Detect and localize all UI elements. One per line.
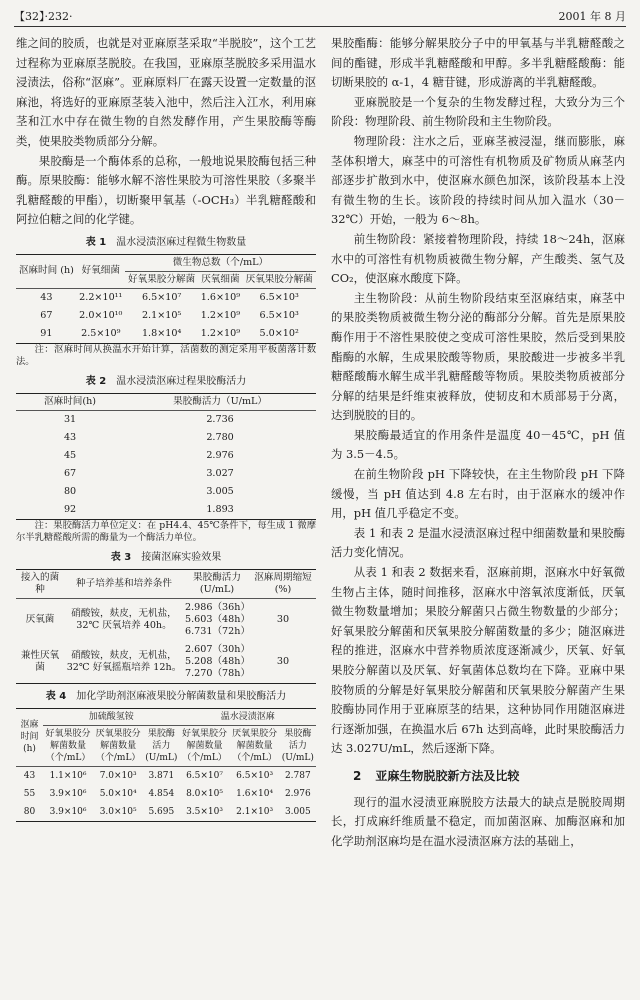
table-cell: 1.8×10⁴	[125, 325, 199, 344]
table-row	[16, 447, 316, 465]
activity-value: 2.607（30h）	[185, 643, 251, 655]
table-row	[16, 766, 316, 785]
table-row	[16, 307, 316, 325]
paragraph: 物理阶段：注水之后，亚麻茎被浸湿，继而膨胀，麻茎体积增大，麻茎中的可溶性有机物质及矿物质从麻茎内部逐步扩散到水中，使沤麻水颜色加深，该阶段基本上没有微生物的生长。该阶段的持续时间从加入温水（30－32℃）开始，一般为 6～8h。	[331, 133, 625, 227]
table-header: 好氧果胶分解菌数量（个/mL）	[182, 728, 228, 763]
table-cell: 5.0×10⁴	[99, 788, 137, 799]
table-cell: 3.005	[206, 485, 234, 497]
table-cell: 2.976	[206, 449, 234, 461]
table-cell: 2.736	[124, 410, 316, 429]
table-header: 温水浸渍沤麻	[179, 708, 316, 725]
table-cell: 30	[250, 598, 316, 641]
table-title: 温水浸渍沤麻过程果胶酶活力	[116, 375, 247, 387]
table-header: 厌氧果胶分解菌数量（个/mL）	[95, 728, 141, 763]
running-header	[14, 8, 626, 26]
table-cell: 55	[23, 788, 36, 799]
table-cell: 2.1×10⁵	[141, 309, 182, 321]
table-header: 果胶酶活力 (U/mL)	[184, 569, 250, 598]
table-row	[16, 803, 316, 822]
paragraph: 现行的温水浸渍亚麻脱胶方法最大的缺点是脱胶周期长，打成麻纤维质量不稳定，而加菌沤麻、加酶沤麻和加化学助剂沤麻均是在温水浸渍沤麻方法的基础上，	[331, 794, 625, 848]
paragraph: 从表 1 和表 2 数据来看，沤麻前期，沤麻水中好氧微生物占主体，随时间推移，沤麻水中溶氧浓度渐低，厌氧微生物数量增加；果胶分解菌只占微生物数量的少部分；好氧果胶分解菌和厌氧果胶分解菌数量的多少；随沤麻进程的推进，沤麻水中营养物质浓度逐渐减少，厌氧、好氧果胶分解菌以及厌氧、好氧菌体总数均在下降。亚麻中果胶物质的分解是好氧果胶分解菌和厌氧果胶分解菌产生果胶酶协同作用于亚麻原茎的结果，这种协同作用随沤麻进行逐渐加强，在换温水后 67h 达到高峰，此时果胶酶活力达 3.027U/mL，然后逐渐下降。	[331, 565, 625, 756]
table-4	[16, 708, 316, 822]
table-cell: 2.0×10¹⁰	[79, 309, 123, 321]
table-cell: 兼性厌氧菌	[16, 641, 64, 684]
table-row	[16, 598, 316, 641]
table-cell: 1.2×10⁹	[198, 325, 242, 344]
paragraph: 维之间的胶质，也就是对亚麻原茎采取“半脱胶”，这个工艺过程称为亚麻原茎脱胶。在我国，亚麻原茎脱胶多采用温水浸渍法，俗称“沤麻”。亚麻原料厂在露天设置一定数量的沤麻池，将选好的亚麻原茎装入池中，然后注入江水，利用麻茎和江水中存在微生物的自然发酵作用，产生果胶酶等酶类，使果胶类物质部分分解。	[16, 36, 316, 148]
table-cell: 80	[63, 485, 77, 497]
table-header: 好氧果胶分解菌	[128, 273, 196, 285]
table-header: 果胶酶活力 (U/mL)	[281, 728, 314, 763]
table-cell: 6.5×10³	[242, 288, 316, 307]
table-row	[16, 501, 316, 520]
table-cell: 43	[16, 766, 43, 785]
table-header: 沤麻时间(h)	[16, 393, 124, 410]
paragraph: 在前生物阶段 pH 下降较快，在主生物阶段 pH 下降缓慢，当 pH 值达到 4.8 左右时，由于沤麻水的缓冲作用，pH 值几乎稳定不变。	[331, 467, 625, 521]
table-header: 接入的菌种	[16, 569, 64, 598]
left-column	[16, 34, 316, 822]
table-cell: 43	[63, 431, 77, 443]
table-cell: 6.5×10⁷	[125, 288, 199, 307]
table-cell: 30	[250, 641, 316, 684]
table-cell: 1.1×10⁶	[43, 766, 93, 785]
table-cell: 7.0×10³	[93, 766, 143, 785]
table-cell: 硝酸铵，麸皮，无机盐，32℃ 厌氧培养 40h。	[64, 598, 184, 641]
table-cell: 67	[63, 467, 77, 479]
table-title: 加化学助剂沤麻液果胶分解菌数量和果胶酶活力	[76, 690, 287, 702]
table-cell: 2.5×10⁹	[77, 325, 125, 344]
table-cell: 1.6×10⁹	[198, 288, 242, 307]
table-cell: 45	[63, 449, 77, 461]
table-row	[16, 410, 316, 429]
table-cell: 1.2×10⁹	[200, 309, 241, 321]
table-cell: 3.9×10⁶	[49, 788, 87, 799]
table-number: 表 4	[45, 690, 67, 702]
table-row	[16, 785, 316, 803]
page-number: 【32】·232·	[14, 10, 73, 23]
table-cell: 92	[16, 501, 124, 520]
activity-value: 2.986（36h）	[185, 601, 251, 613]
section-title: 亚麻生物脱胶新方法及比较	[375, 768, 520, 783]
table-row	[16, 483, 316, 501]
table-cell: 6.5×10⁷	[179, 766, 229, 785]
table-cell: 4.854	[148, 788, 175, 799]
activity-value: 7.270（78h）	[185, 667, 251, 679]
table-number: 表 2	[85, 375, 107, 387]
table-header: 果胶酶活力 (U/mL)	[145, 728, 178, 763]
table-cell: 2.1×10³	[230, 803, 280, 822]
table-header: 种子培养基和培养条件	[64, 569, 184, 598]
table-title: 接菌沤麻实验效果	[141, 551, 222, 563]
table-3	[16, 569, 316, 684]
table-cell: 43	[16, 288, 77, 307]
table-note: 注：沤麻时间从换温水开始计算，活菌数的测定采用平板菌落计数法。	[16, 343, 316, 368]
table-1-caption	[16, 236, 316, 250]
table-header: 沤麻周期缩短 (%)	[250, 569, 316, 598]
table-cell: 3.0×10⁵	[93, 803, 143, 822]
section-heading	[353, 767, 625, 787]
header-rule	[14, 26, 626, 27]
paragraph: 表 1 和表 2 是温水浸渍沤麻过程中细菌数量和果胶酶活力变化情况。	[331, 525, 625, 560]
paragraph: 亚麻脱胶是一个复杂的生物发酵过程，大致分为三个阶段：物理阶段、前生物阶段和主生物阶段。	[331, 94, 625, 129]
table-number: 表 3	[110, 551, 132, 563]
table-cell: 2.787	[280, 766, 316, 785]
table-header: 沤麻时间 (h)	[16, 254, 77, 288]
table-cell: 2.2×10¹¹	[77, 288, 125, 307]
table-cell	[184, 641, 250, 684]
table-cell: 3.9×10⁶	[43, 803, 93, 822]
table-cell: 厌氧菌	[16, 598, 64, 641]
paragraph: 果胶酶最适宜的作用条件是温度 40－45℃，pH 值为 3.5－4.5。	[331, 427, 625, 462]
table-cell: 31	[16, 410, 124, 429]
paragraph: 果胶酯酶：能够分解果胶分子中的甲氧基与半乳糖醛酸之间的酯键，形成半乳糖醛酸和甲醇。多半乳糖醛酸酶：能切断果胶的 α-1，4 糖苷键，形成游离的半乳糖醛酸。	[331, 36, 625, 90]
activity-value: 5.208（48h）	[185, 655, 251, 667]
paragraph: 前生物阶段：紧接着物理阶段，持续 18～24h，沤麻水中的可溶性有机物质被微生物分解，产生酸类、氢气及 CO₂，使沤麻水酸度下降。	[331, 231, 625, 286]
table-cell: 91	[16, 325, 77, 344]
table-cell: 3.027	[206, 467, 234, 479]
table-cell: 3.005	[280, 803, 316, 822]
table-note: 注：果胶酶活力单位定义：在 pH4.4、45℃条件下，每生成 1 微摩尔半乳糖醛酸所需的酶量为一个酶活力单位。	[16, 519, 316, 544]
table-cell	[184, 598, 250, 641]
table-title: 温水浸渍沤麻过程微生物数量	[116, 236, 247, 248]
table-row	[16, 325, 316, 344]
table-1	[16, 254, 316, 344]
table-header: 加硫酸氢铵	[43, 708, 179, 725]
table-cell: 硝酸铵，麸皮，无机盐，32℃ 好氧摇瓶培养 12h。	[64, 641, 184, 684]
table-header: 厌氧果胶分解菌数量（个/mL）	[232, 728, 278, 763]
table-3-caption	[16, 551, 316, 565]
table-header: 厌氧果胶分解菌	[245, 273, 313, 285]
table-cell: 5.695	[143, 803, 179, 822]
table-cell: 1.6×10⁴	[236, 788, 274, 799]
table-cell: 6.5×10³	[259, 309, 299, 321]
table-cell: 2.780	[206, 431, 234, 443]
table-header: 微生物总数（个/mL）	[125, 254, 316, 271]
table-cell: 5.0×10²	[242, 325, 316, 344]
paragraph: 主生物阶段：从前生物阶段结束至沤麻结束，麻茎中的果胶类物质被微生物分泌的酶部分分解。首先是原果胶酶作用于不溶性果胶使之变成可溶性果胶，然后受到果胶酯酶的水解，生成果胶酸等物质，果胶酸进一步被多半乳糖醛酸酶水解生成半乳糖醛酸等物质。果胶类物质被部分分解的结果是纤维束被释放，使韧皮和木质部易于分离，达到脱胶的目的。	[331, 290, 625, 423]
table-2-caption	[16, 375, 316, 389]
table-row	[16, 465, 316, 483]
table-row	[16, 641, 316, 684]
table-cell: 1.893	[124, 501, 316, 520]
table-row	[16, 429, 316, 447]
table-header: 沤麻时间 (h)	[16, 708, 43, 766]
activity-value: 6.731（72h）	[185, 625, 251, 637]
table-cell: 6.5×10³	[230, 766, 280, 785]
section-number: 2	[353, 768, 362, 783]
table-4-caption	[16, 690, 316, 704]
table-header: 厌氧细菌	[201, 273, 240, 285]
table-cell: 2.976	[284, 788, 311, 799]
table-header: 好氧细菌	[77, 254, 125, 288]
table-header: 好氧果胶分解菌数量（个/mL）	[45, 728, 91, 763]
table-row	[16, 288, 316, 307]
paragraph: 果胶酶是一个酶体系的总称，一般地说果胶酶包括三种酶。原果胶酶：能够水解不溶性果胶为可溶性果胶（多聚半乳糖醛酸的甲酯），切断聚甲氧基（-OCH₃）半乳糖醛酸和阿拉伯糖之间的化学键。	[16, 153, 316, 227]
table-cell: 3.871	[143, 766, 179, 785]
table-cell: 3.5×10³	[179, 803, 229, 822]
table-2	[16, 393, 316, 520]
right-column	[331, 34, 625, 851]
table-cell: 80	[16, 803, 43, 822]
table-number: 表 1	[85, 236, 107, 248]
activity-value: 5.603（48h）	[185, 613, 251, 625]
issue-date: 2001 年 8 月	[558, 10, 626, 23]
table-header: 果胶酶活力（U/mL）	[124, 393, 316, 410]
table-cell: 8.0×10⁵	[186, 788, 223, 799]
table-cell: 67	[40, 309, 53, 321]
